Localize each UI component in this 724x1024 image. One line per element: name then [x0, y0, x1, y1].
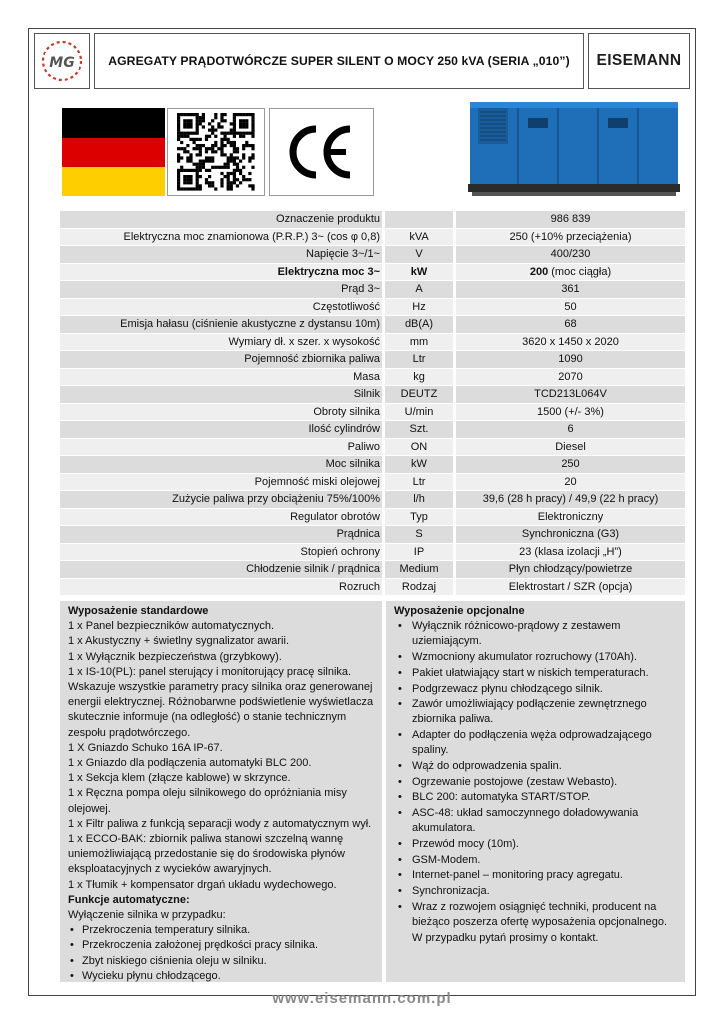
standard-item: 1 x Akustyczny + świetlny sygnalizator awarii. [68, 635, 290, 648]
spec-row [60, 299, 685, 317]
spec-label: Elektryczna moc 3~ [60, 264, 382, 281]
spec-unit: kW [385, 456, 453, 473]
standard-title: Wyposażenie standardowe [68, 605, 209, 617]
spec-value: 250 [456, 456, 685, 473]
optional-title: Wyposażenie opcjonalne [394, 605, 525, 617]
spec-unit: l/h [385, 491, 453, 508]
spec-value: Synchroniczna (G3) [456, 526, 685, 543]
spec-row [60, 351, 685, 369]
auto-function-item: • Wycieku płynu chłodzącego. [68, 969, 374, 984]
spec-value: Płyn chłodzący/powietrze [456, 561, 685, 578]
spec-label: Pojemność zbiornika paliwa [60, 351, 382, 368]
standard-item: 1 X Gniazdo Schuko 16A IP-67. [68, 741, 223, 754]
spec-unit: Rodzaj [385, 579, 453, 596]
standard-item: 1 x Filtr paliwa z funkcją separacji wody z automatycznym wył. [68, 817, 372, 830]
page-title: AGREGATY PRĄDOTWÓRCZE SUPER SILENT O MOCY 250 kVA (SERIA „010”) [108, 54, 570, 68]
auto-function-item: • Przekroczenia temperatury silnika. [68, 923, 374, 938]
spec-unit: Typ [385, 509, 453, 526]
spec-row [60, 211, 685, 229]
optional-item: • Pakiet ułatwiający start w niskich temperaturach. [394, 666, 677, 681]
spec-unit: Hz [385, 299, 453, 316]
spec-row [60, 456, 685, 474]
spec-value: 68 [456, 316, 685, 333]
spec-value: 400/230 [456, 246, 685, 263]
standard-item: 1 x Gniazdo dla podłączenia automatyki BLC 200. [68, 757, 312, 770]
spec-row [60, 316, 685, 334]
spec-label: Prądnica [60, 526, 382, 543]
spec-label: Chłodzenie silnik / prądnica [60, 561, 382, 578]
optional-item: • BLC 200: automatyka START/STOP. [394, 790, 677, 805]
qr-code-icon [167, 108, 265, 196]
spec-row [60, 369, 685, 387]
spec-label: Silnik [60, 386, 382, 403]
spec-value [456, 264, 685, 281]
auto-function-item: • Zbyt niskiego ciśnienia oleju w silniku. [68, 954, 374, 969]
mg-logo [34, 33, 90, 89]
optional-item: • Wraz z rozwojem osiągnięć techniki, producent na bieżąco poszerza ofertę wyposażenia opcjonalnego. [394, 900, 677, 930]
spec-label: Napięcie 3~/1~ [60, 246, 382, 263]
spec-row [60, 404, 685, 422]
spec-row [60, 579, 685, 597]
spec-unit: S [385, 526, 453, 543]
spec-label: Emisja hałasu (ciśnienie akustyczne z dystansu 10m) [60, 316, 382, 333]
spec-unit: kW [385, 264, 453, 281]
optional-item: • ASC-48: układ samoczynnego doładowywania akumulatora. [394, 806, 677, 836]
spec-label: Regulator obrotów [60, 509, 382, 526]
spec-unit: Ltr [385, 474, 453, 491]
spec-value-main: 200 [529, 265, 549, 278]
spec-row [60, 526, 685, 544]
spec-row [60, 561, 685, 579]
spec-value: 39,6 (28 h pracy) / 49,9 (22 h pracy) [456, 491, 685, 508]
spec-value: 23 (klasa izolacji „H”) [456, 544, 685, 561]
spec-value: TCD213L064V [456, 386, 685, 403]
spec-value: 986 839 [456, 211, 685, 228]
auto-functions-title: Funkcje automatyczne: [68, 893, 190, 906]
spec-unit: dB(A) [385, 316, 453, 333]
standard-item: 1 x Tłumik + kompensator drgań układu wydechowego. [68, 878, 337, 891]
spec-label: Częstotliwość [60, 299, 382, 316]
spec-value: 3620 x 1450 x 2020 [456, 334, 685, 351]
generator-image [468, 98, 682, 198]
ce-mark-icon [269, 108, 374, 196]
spec-value: 250 (+10% przeciążenia) [456, 229, 685, 246]
spec-label: Prąd 3~ [60, 281, 382, 298]
spec-unit: Medium [385, 561, 453, 578]
auto-function-item: • Przekroczenia założonej prędkości pracy silnika. [68, 938, 374, 953]
spec-value: Elektrostart / SZR (opcja) [456, 579, 685, 596]
spec-unit: Szt. [385, 421, 453, 438]
spec-row [60, 509, 685, 527]
spec-label: Zużycie paliwa przy obciążeniu 75%/100% [60, 491, 382, 508]
spec-unit: DEUTZ [385, 386, 453, 403]
spec-value: 1090 [456, 351, 685, 368]
standard-item: 1 x Panel bezpieczników automatycznych. [68, 620, 275, 633]
spec-label: Elektryczna moc znamionowa (P.R.P.) 3~ (cos φ 0,8) [60, 229, 382, 246]
spec-value: 50 [456, 299, 685, 316]
standard-equipment-section [60, 601, 382, 982]
footer-url[interactable]: www.eisemann.com.pl [272, 990, 452, 1007]
standard-item: 1 x Ręczna pompa oleju silnikowego do opróżniania misy olejowej. [68, 787, 347, 815]
spec-label: Pojemność miski olejowej [60, 474, 382, 491]
optional-item: • Wzmocniony akumulator rozruchowy (170Ah). [394, 650, 677, 665]
optional-item: • Internet-panel – monitoring pracy agregatu. [394, 868, 677, 883]
optional-note: W przypadku pytań prosimy o kontakt. [412, 931, 599, 944]
optional-item: • Zawór umożliwiający podłączenie zewnętrznego zbiornika paliwa. [394, 697, 677, 727]
spec-label: Obroty silnika [60, 404, 382, 421]
german-flag-icon [62, 108, 165, 196]
spec-value: 361 [456, 281, 685, 298]
spec-value-note: (moc ciągła) [548, 265, 612, 278]
spec-unit: mm [385, 334, 453, 351]
spec-unit: V [385, 246, 453, 263]
optional-item: • Adapter do podłączenia węża odprowadzającego spaliny. [394, 728, 677, 758]
spec-row [60, 491, 685, 509]
title-box [94, 33, 584, 89]
spec-row [60, 544, 685, 562]
optional-item: • Wyłącznik różnicowo-prądowy z zestawem uziemiającym. [394, 619, 677, 649]
auto-intro: Wyłączenie silnika w przypadku: [68, 909, 226, 922]
spec-table [60, 211, 685, 596]
spec-unit: U/min [385, 404, 453, 421]
spec-value: 2070 [456, 369, 685, 386]
spec-label: Stopień ochrony [60, 544, 382, 561]
spec-label: Moc silnika [60, 456, 382, 473]
optional-item: • Ogrzewanie postojowe (zestaw Webasto). [394, 775, 677, 790]
spec-value: 20 [456, 474, 685, 491]
spec-row [60, 474, 685, 492]
optional-item: • GSM-Modem. [394, 853, 677, 868]
spec-value: Elektroniczny [456, 509, 685, 526]
spec-row [60, 281, 685, 299]
spec-unit: A [385, 281, 453, 298]
spec-label: Paliwo [60, 439, 382, 456]
standard-item: 1 x Sekcja klem (złącze kablowe) w skrzynce. [68, 772, 291, 785]
spec-unit: Ltr [385, 351, 453, 368]
spec-value: Diesel [456, 439, 685, 456]
spec-label: Oznaczenie produktu [60, 211, 382, 228]
spec-unit [385, 211, 453, 228]
optional-item: • Podgrzewacz płynu chłodzącego silnik. [394, 682, 677, 697]
optional-item: • Przewód mocy (10m). [394, 837, 677, 852]
spec-row [60, 439, 685, 457]
spec-label: Wymiary dł. x szer. x wysokość [60, 334, 382, 351]
logo-text: MG [49, 55, 75, 71]
spec-row [60, 386, 685, 404]
optional-equipment-section [386, 601, 685, 982]
spec-value: 6 [456, 421, 685, 438]
spec-unit: IP [385, 544, 453, 561]
spec-row [60, 229, 685, 247]
spec-unit: kVA [385, 229, 453, 246]
spec-value: 1500 (+/- 3%) [456, 404, 685, 421]
standard-item: 1 x Wyłącznik bezpieczeństwa (grzybkowy). [68, 650, 282, 663]
optional-item: • Synchronizacja. [394, 884, 677, 899]
spec-label: Rozruch [60, 579, 382, 596]
spec-row [60, 264, 685, 282]
standard-item: 1 x IS-10(PL): panel sterujący i monitorujący pracę silnika. Wskazuje wszystkie parametry pracy silnika oraz generowanej energii elektrycznej. Różnobarwne podświetlenie wyświetlacza skutecznie informuje (na odległość) o stanie technicznym zespołu prądotwórczego. [68, 665, 374, 739]
spec-row [60, 246, 685, 264]
brand-box [588, 33, 690, 89]
spec-unit: ON [385, 439, 453, 456]
spec-label: Ilość cylindrów [60, 421, 382, 438]
spec-label: Masa [60, 369, 382, 386]
brand-name: EISEMANN [596, 52, 682, 69]
spec-row [60, 421, 685, 439]
standard-item: 1 x ECCO-BAK: zbiornik paliwa stanowi szczelną wannę uniemożliwiającą przedostanie się do środowiska płynów eksploatacyjnych z wycieków awaryjnych. [68, 833, 345, 876]
spec-unit: kg [385, 369, 453, 386]
optional-item: • Wąż do odprowadzenia spalin. [394, 759, 677, 774]
spec-row [60, 334, 685, 352]
